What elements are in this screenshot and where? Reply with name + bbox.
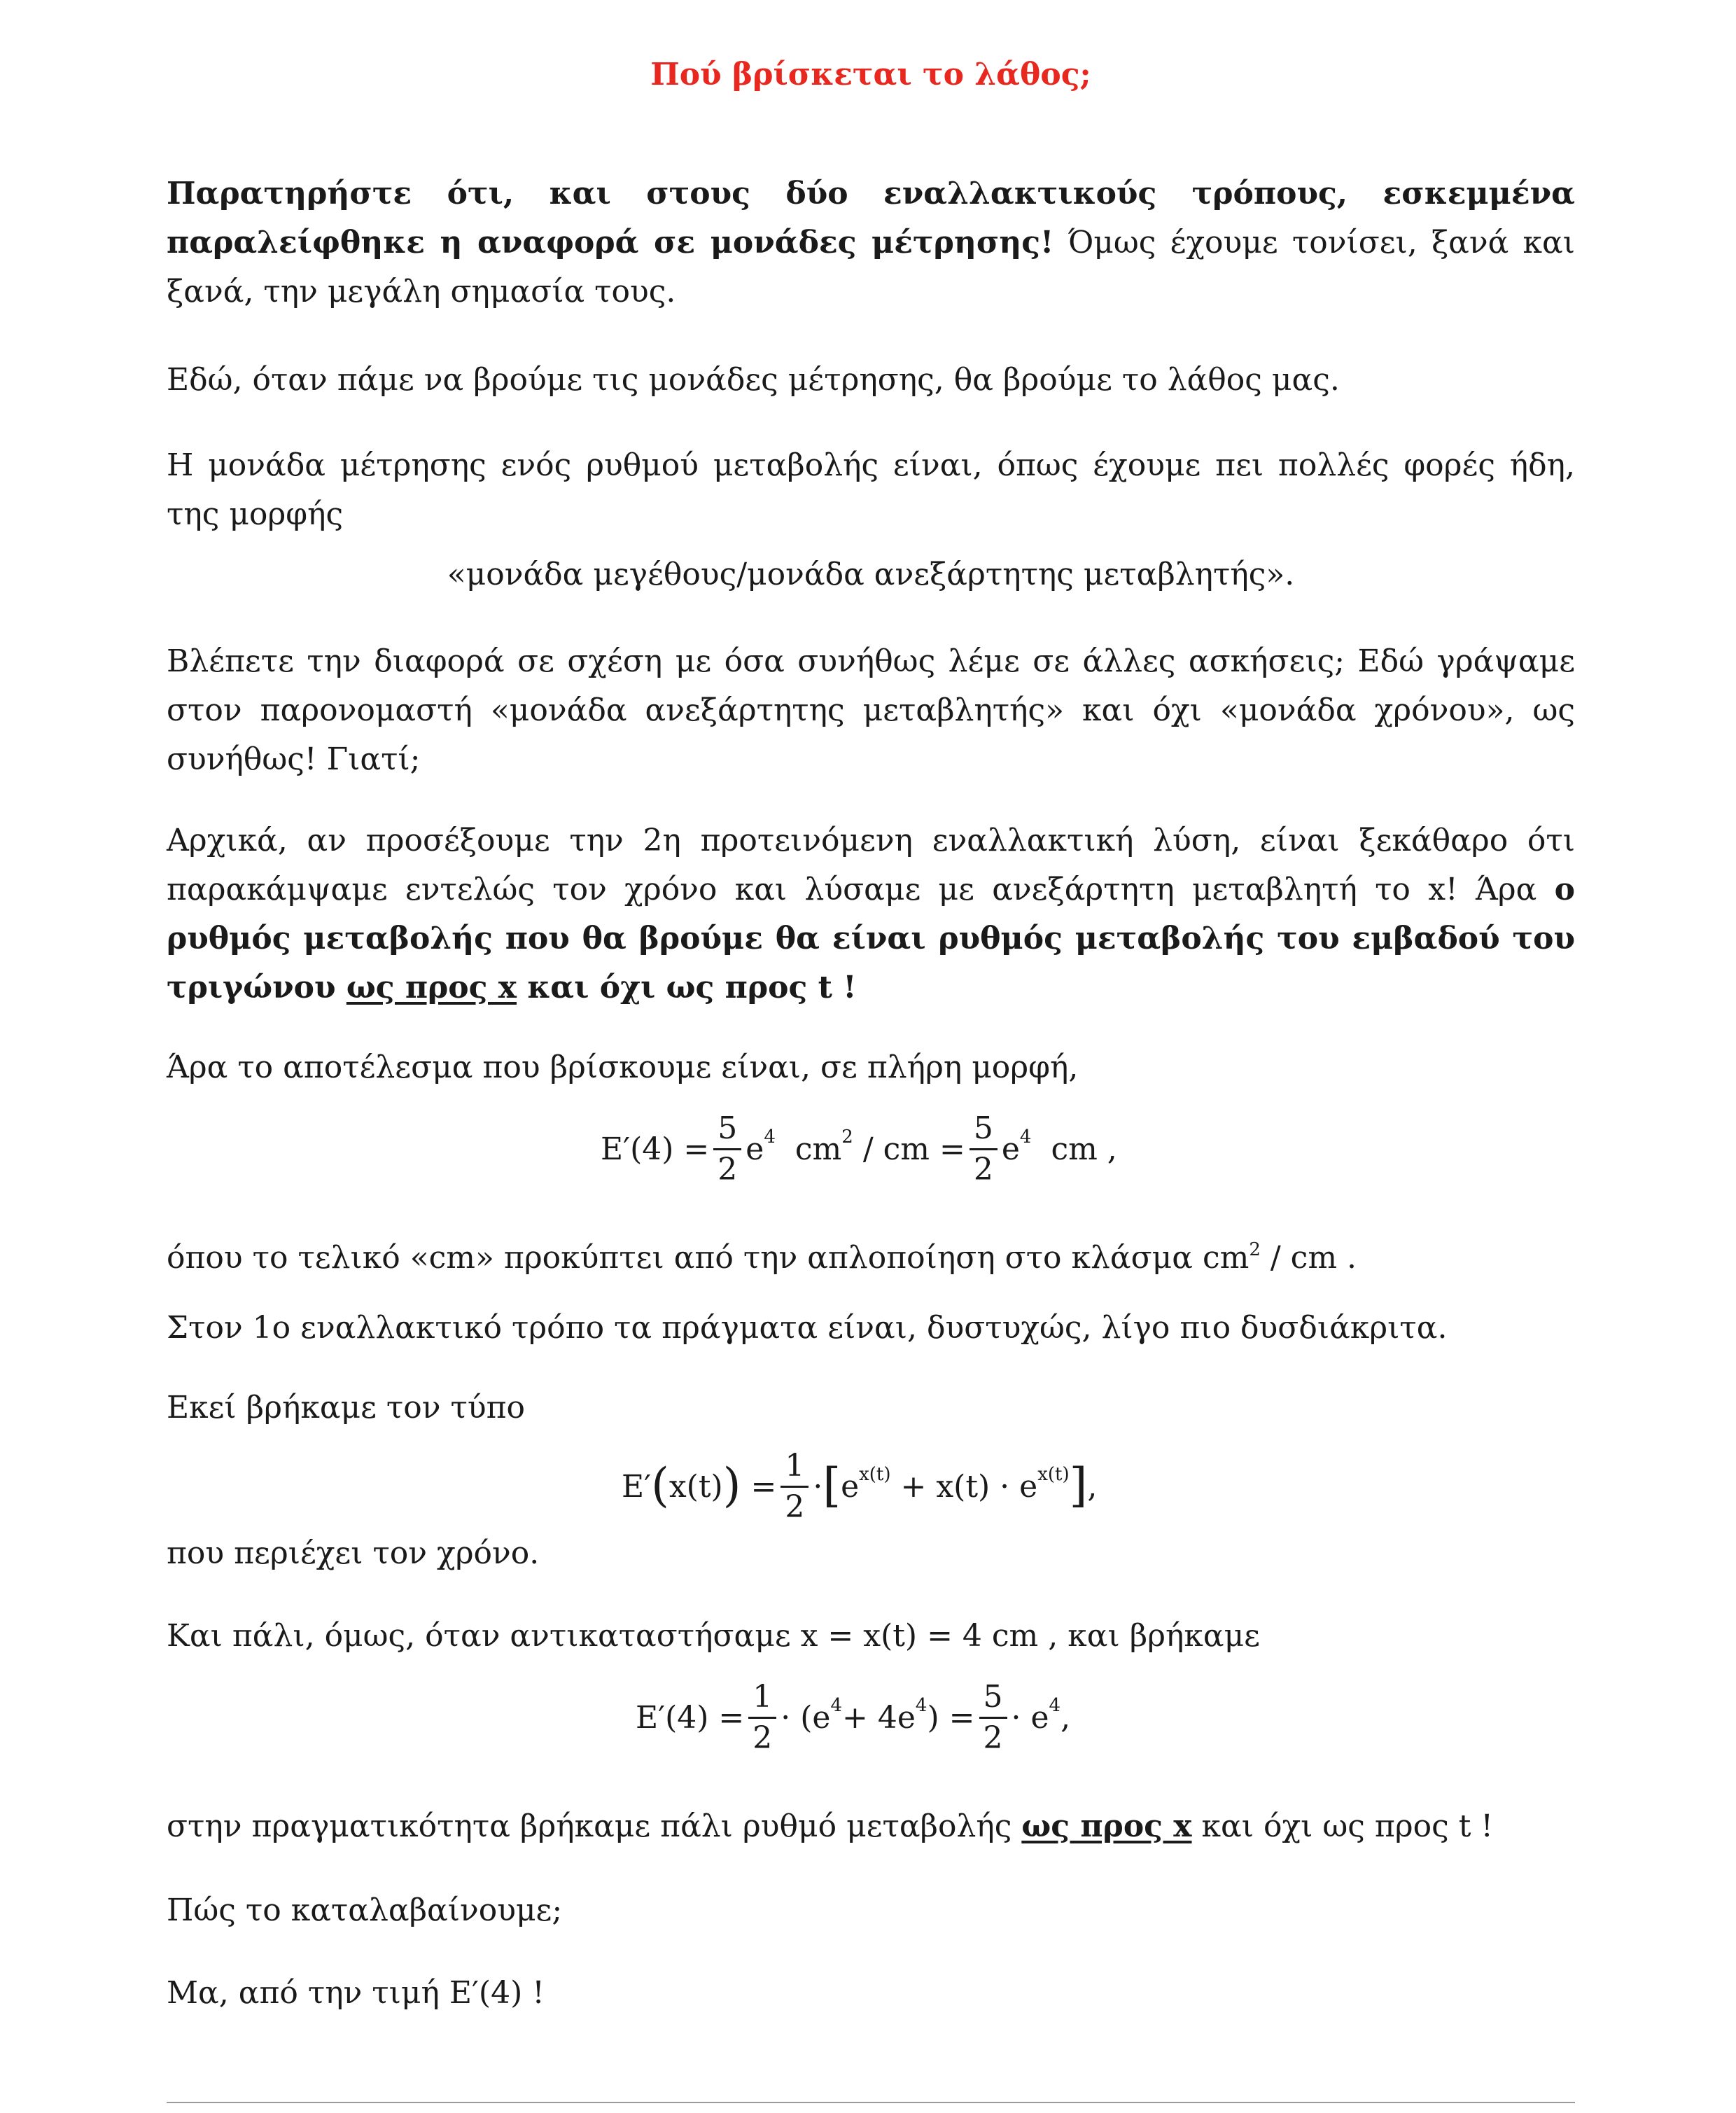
paragraph-answer: Μα, από την τιμή E′(4) ! xyxy=(167,1975,545,2011)
paragraph-find-error: Εδώ, όταν πάμε να βρούμε τις μονάδες μέτρησης, θα βρούμε το λάθος μας. xyxy=(167,362,1340,398)
paragraph-result: Άρα το αποτέλεσμα που βρίσκουμε είναι, σε πλήρη μορφή, xyxy=(167,1049,1079,1085)
equation-result-units: E′(4) = $\frac{5}{2}$ e 4 cm 2 / cm = $\frac{5}{2}$ e 4 cm , xyxy=(601,1109,1117,1190)
paragraph-difference: Βλέπετε την διαφορά σε σχέση με όσα συνήθως λέμε σε άλλες ασκήσεις; Εδώ γράψαμε στον παρονομαστή «μονάδα ανεξάρτητης μεταβλητής» και όχι «μονάδα χρόνου», ως συνήθως! Γιατί; xyxy=(167,643,1575,777)
fraction: $\frac{5}{2}$ xyxy=(713,1109,741,1190)
bold-statement: Παρατηρήστε ότι, και στους δύο εναλλακτικούς τρόπους, εσκεμμένα παραλείφθηκε η αναφορά σε μονάδες μέτρησης! xyxy=(167,176,1575,260)
paragraph-rate-wrt-x: στην πραγματικότητα βρήκαμε πάλι ρυθμό μεταβολής ως προς x και όχι ως προς t ! xyxy=(167,1808,1494,1844)
paragraph-question: Πώς το καταλαβαίνουμε; xyxy=(167,1892,563,1928)
underlined-phrase: ως προς x xyxy=(346,970,517,1005)
fraction: $\frac{1}{2}$ xyxy=(748,1678,776,1758)
paragraph-text: Αρχικά, αν προσέξουμε την 2η προτεινόμενη εναλλακτική λύση, είναι ξεκάθαρο ότι παρακάμψαμε εντελώς τον χρόνο και λύσαμε με ανεξάρτητη μεταβλητή το x! Άρα xyxy=(167,823,1575,907)
paragraph-unit-form: Η μονάδα μέτρησης ενός ρυθμού μεταβολής είναι, όπως έχουμε πει πολλές φορές ήδη, της μορφής xyxy=(167,447,1575,532)
equation-derivative-value: E′(4) = $\frac{1}{2}$ · (e 4 + 4e 4 ) = $\frac{5}{2}$ · e 4 , xyxy=(636,1678,1070,1758)
fraction: $\frac{1}{2}$ xyxy=(780,1446,808,1527)
underlined-phrase: ως προς x xyxy=(1021,1808,1192,1844)
fraction: $\frac{5}{2}$ xyxy=(969,1109,997,1190)
page-title: Πού βρίσκεται το λάθος; xyxy=(650,57,1091,92)
paragraph-formula-intro: Εκεί βρήκαμε τον τύπο xyxy=(167,1390,525,1425)
paragraph-simplification: όπου το τελικό «cm» προκύπτει από την απλοποίηση στο κλάσμα $cm^2$ / cm . xyxy=(167,1239,1357,1276)
paragraph-units-omitted xyxy=(167,169,1575,316)
bold-conclusion: ο ρυθμός μεταβολής που θα βρούμε θα είναι ρυθμός μεταβολής του εμβαδού του τριγώνου xyxy=(167,872,1575,1005)
paragraph-substitution: Και πάλι, όμως, όταν αντικαταστήσαμε x = x(t) = 4 cm , και βρήκαμε xyxy=(167,1618,1260,1654)
unit-form-centered: «μονάδα μεγέθους/μονάδα ανεξάρτητης μεταβλητής». xyxy=(447,557,1295,592)
equation-derivative-formula: E′ ( x(t) ) = $\frac{1}{2}$ · [ e x(t) + x(t) · e x(t) ] , xyxy=(622,1446,1097,1527)
paragraph-contains-time: που περιέχει τον χρόνο. xyxy=(167,1535,540,1571)
fraction: $\frac{5}{2}$ xyxy=(979,1678,1007,1758)
paragraph-first-method: Στον 1ο εναλλακτικό τρόπο τα πράγματα είναι, δυστυχώς, λίγο πιο δυσδιάκριτα. xyxy=(167,1310,1448,1346)
footer-divider xyxy=(167,2102,1575,2103)
paragraph-second-solution xyxy=(167,816,1575,1012)
paragraph-text: Όμως έχουμε τονίσει, ξανά και ξανά, την μεγάλη σημασία τους. xyxy=(167,225,1575,309)
bold-conclusion-tail: και όχι ως προς t ! xyxy=(517,970,857,1005)
